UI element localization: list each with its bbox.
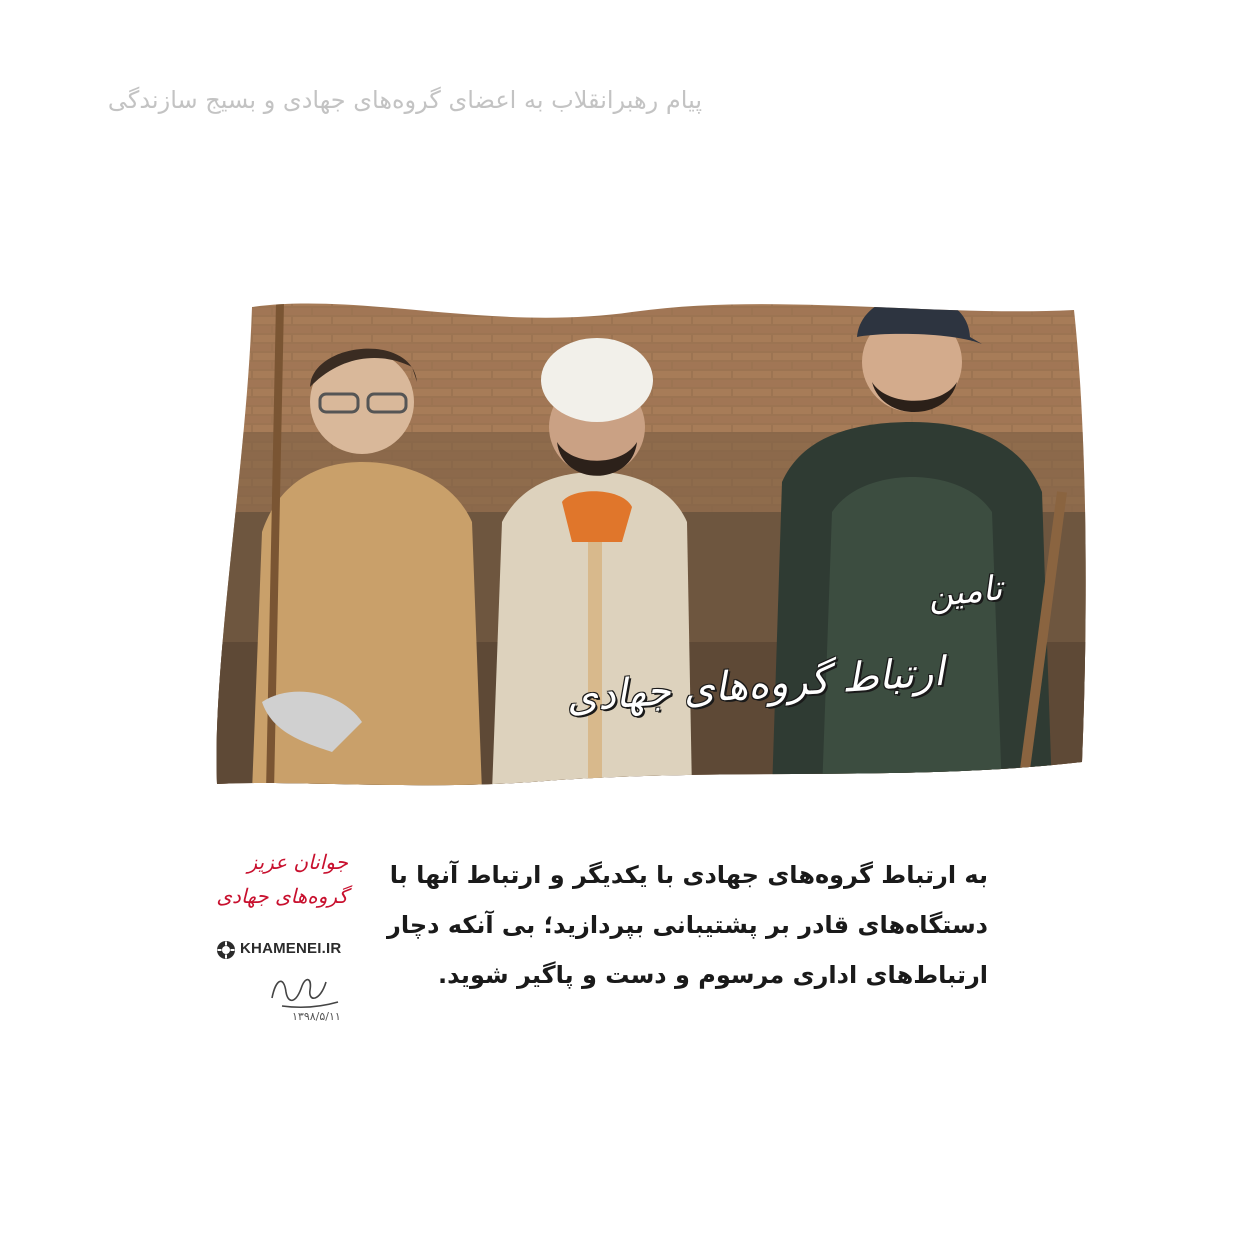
photo-title-line1: تامین: [926, 568, 1005, 616]
signature-date: ۱۳۹۸/۵/۱۱: [292, 1010, 341, 1023]
side-title-line1: جوانان عزیز: [247, 850, 348, 874]
brand-logo: [216, 940, 346, 966]
photo-title-line2: ارتباط گروه‌های جهادی: [564, 648, 946, 722]
quote-text: [348, 850, 988, 1000]
signature: [262, 968, 342, 1012]
quote-line: به ارتباط گروه‌های جهادی با یکدیگر و ارتباط آنها با: [389, 861, 988, 889]
quote-line: ارتباط‌های اداری مرسوم و دست و پاگیر شوید.: [437, 961, 988, 989]
header-title: پیام رهبرانقلاب به اعضای گروه‌های جهادی و بسیج سازندگی: [107, 86, 702, 114]
brand-icon: [216, 940, 236, 960]
side-title-line2: گروه‌های جهادی: [216, 884, 348, 908]
quote-line: دستگاه‌های قادر بر پشتیبانی بپردازید؛ بی آنکه دچار: [387, 911, 988, 939]
brand-name: KHAMENEI.IR: [240, 940, 342, 957]
